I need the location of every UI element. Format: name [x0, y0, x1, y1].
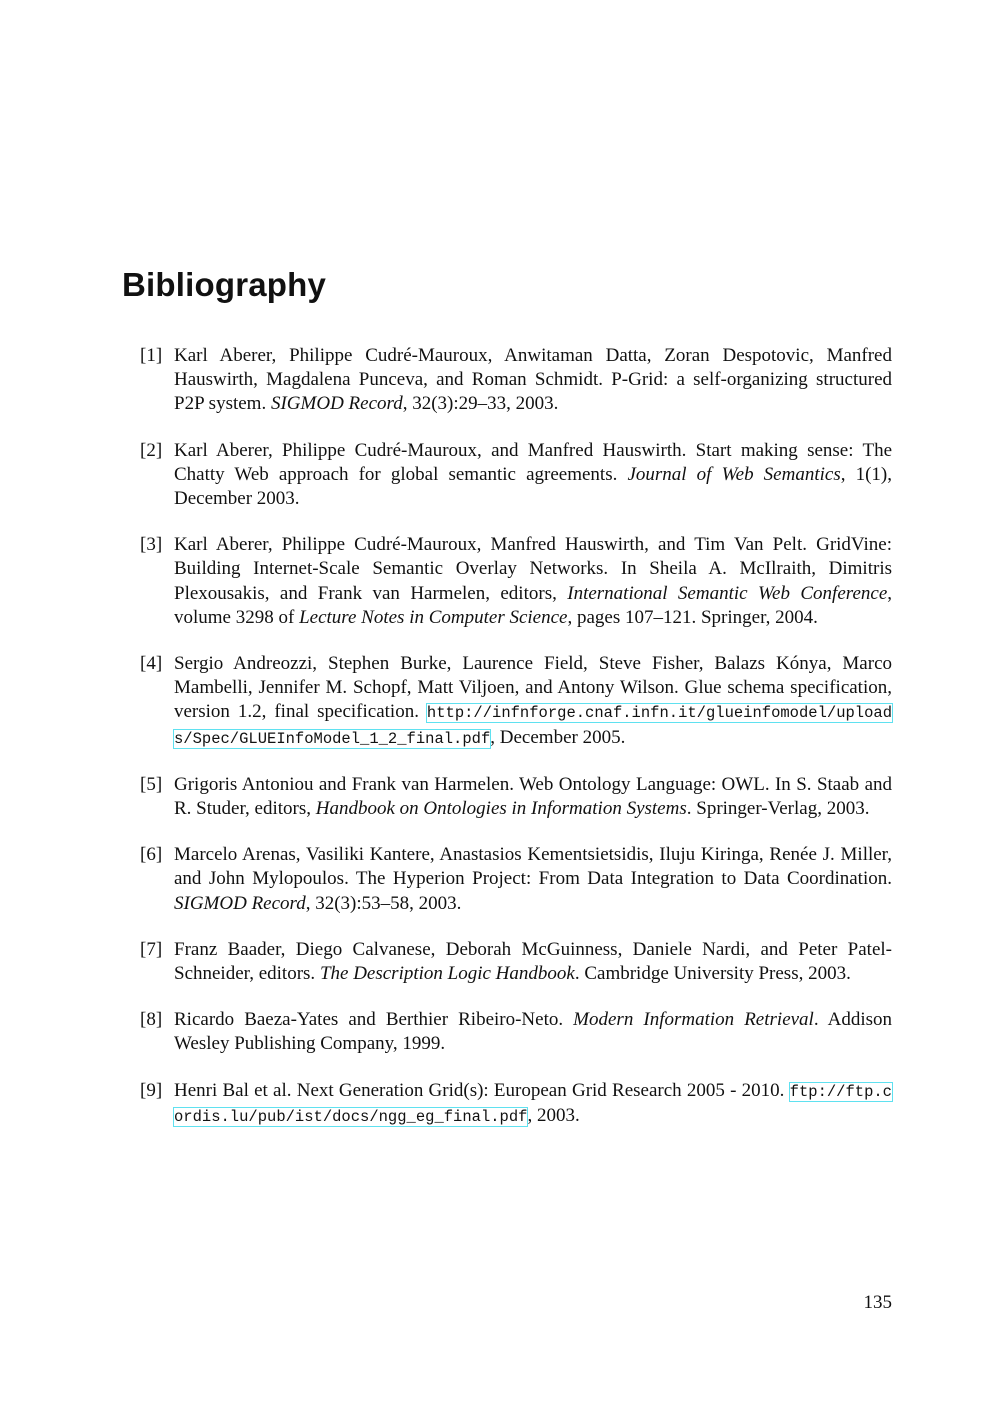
entry-venue: Modern Information Retrieval	[573, 1009, 814, 1031]
entry-text: Grigoris Antoniou and Frank van Harmelen. Web Ontology Language: OWL. In S. Staab and R. Studer, editors,	[174, 773, 892, 820]
entry-number: [3]	[140, 534, 163, 556]
entry-text: . Cambridge University Press, 2003.	[574, 963, 851, 985]
entry-series: Lecture Notes in Computer Science	[299, 606, 568, 628]
entry-text: Karl Aberer, Philippe Cudré-Mauroux, Anwitaman Datta, Zoran Despotovic, Manfred Hauswirth, Magdalena Punceva, and Roman Schmidt. P-Grid: a self-organizing structured P2P system.	[174, 345, 892, 415]
entry-text: , 2003.	[527, 1104, 580, 1126]
page-title: Bibliography	[122, 266, 327, 303]
entry-text: , December 2005.	[490, 726, 626, 748]
bib-entry-3	[140, 533, 892, 630]
entry-text: , pages 107–121. Springer, 2004.	[567, 606, 818, 628]
entry-number: [8]	[140, 1009, 163, 1031]
entry-text: , volume 3298 of	[174, 582, 893, 628]
entry-url-link[interactable]: http://infnforge.cnaf.infn.it/glueinfomodel/uploads/Spec/GLUEInfoModel_1_2_final.pdf	[174, 704, 892, 748]
entry-venue: International Semantic Web Conference	[567, 582, 888, 604]
bib-entry-1	[140, 344, 892, 417]
entry-text: Henri Bal et al. Next Generation Grid(s): European Grid Research 2005 - 2010.	[174, 1079, 790, 1101]
entry-venue: SIGMOD Record	[270, 393, 403, 415]
entry-number: [4]	[140, 653, 163, 675]
entry-url-link[interactable]: ftp://ftp.cordis.lu/pub/ist/docs/ngg_eg_final.pdf	[174, 1082, 892, 1126]
entry-number: [9]	[140, 1079, 163, 1101]
bib-entry-9	[140, 1079, 892, 1129]
entry-text: Karl Aberer, Philippe Cudré-Mauroux, and Manfred Hauswirth. Start making sense: The Chatty Web approach for global semantic agreements.	[174, 439, 892, 485]
entry-text: . Addison Wesley Publishing Company, 1999.	[174, 1009, 892, 1055]
entry-number: [6]	[140, 844, 163, 866]
entry-venue: SIGMOD Record	[174, 892, 306, 914]
entry-number: [2]	[140, 439, 163, 461]
entry-text: Sergio Andreozzi, Stephen Burke, Laurence Field, Steve Fisher, Balazs Kónya, Marco Mambelli, Jennifer M. Schopf, Matt Viljoen, and Antony Wilson. Glue schema specification, version 1.2, final specification.	[174, 653, 892, 723]
entry-text: Marcelo Arenas, Vasiliki Kantere, Anastasios Kementsietsidis, Iluju Kiringa, Renée J. Miller, and John Mylopoulos. The Hyperion Project: From Data Integration to Data Coordination.	[174, 844, 892, 890]
entry-venue: Handbook on Ontologies in Information Systems	[315, 798, 687, 820]
entry-text: Karl Aberer, Philippe Cudré-Mauroux, Manfred Hauswirth, and Tim Van Pelt. GridVine: Building Internet-Scale Semantic Overlay Networks. In Sheila A. McIlraith, Dimitris Plexousakis, and Frank van Harmelen, editors,	[174, 534, 892, 604]
entry-venue: Journal of Web Semantics	[627, 463, 841, 485]
entry-text: Ricardo Baeza-Yates and Berthier Ribeiro-Neto.	[174, 1009, 574, 1031]
bib-entry-8	[140, 1008, 892, 1056]
entry-number: [5]	[140, 773, 163, 795]
bib-entry-7	[140, 938, 892, 986]
bibliography-list	[140, 344, 892, 1151]
bib-entry-2	[140, 439, 892, 512]
entry-number: [7]	[140, 938, 163, 960]
bib-entry-4	[140, 652, 892, 751]
entry-number: [1]	[140, 345, 163, 366]
entry-text: . Springer-Verlag, 2003.	[686, 798, 870, 820]
entry-text: , 1(1), December 2003.	[174, 463, 892, 510]
entry-venue: The Description Logic Handbook	[319, 963, 575, 985]
bib-entry-6	[140, 843, 892, 916]
entry-text: , 32(3):53–58, 2003.	[305, 892, 462, 914]
page-number: 135	[863, 1292, 892, 1313]
entry-text: , 32(3):29–33, 2003.	[402, 393, 559, 415]
bib-entry-5	[140, 773, 892, 821]
entry-text: Franz Baader, Diego Calvanese, Deborah McGuinness, Daniele Nardi, and Peter Patel-Schneider, editors.	[174, 938, 892, 985]
